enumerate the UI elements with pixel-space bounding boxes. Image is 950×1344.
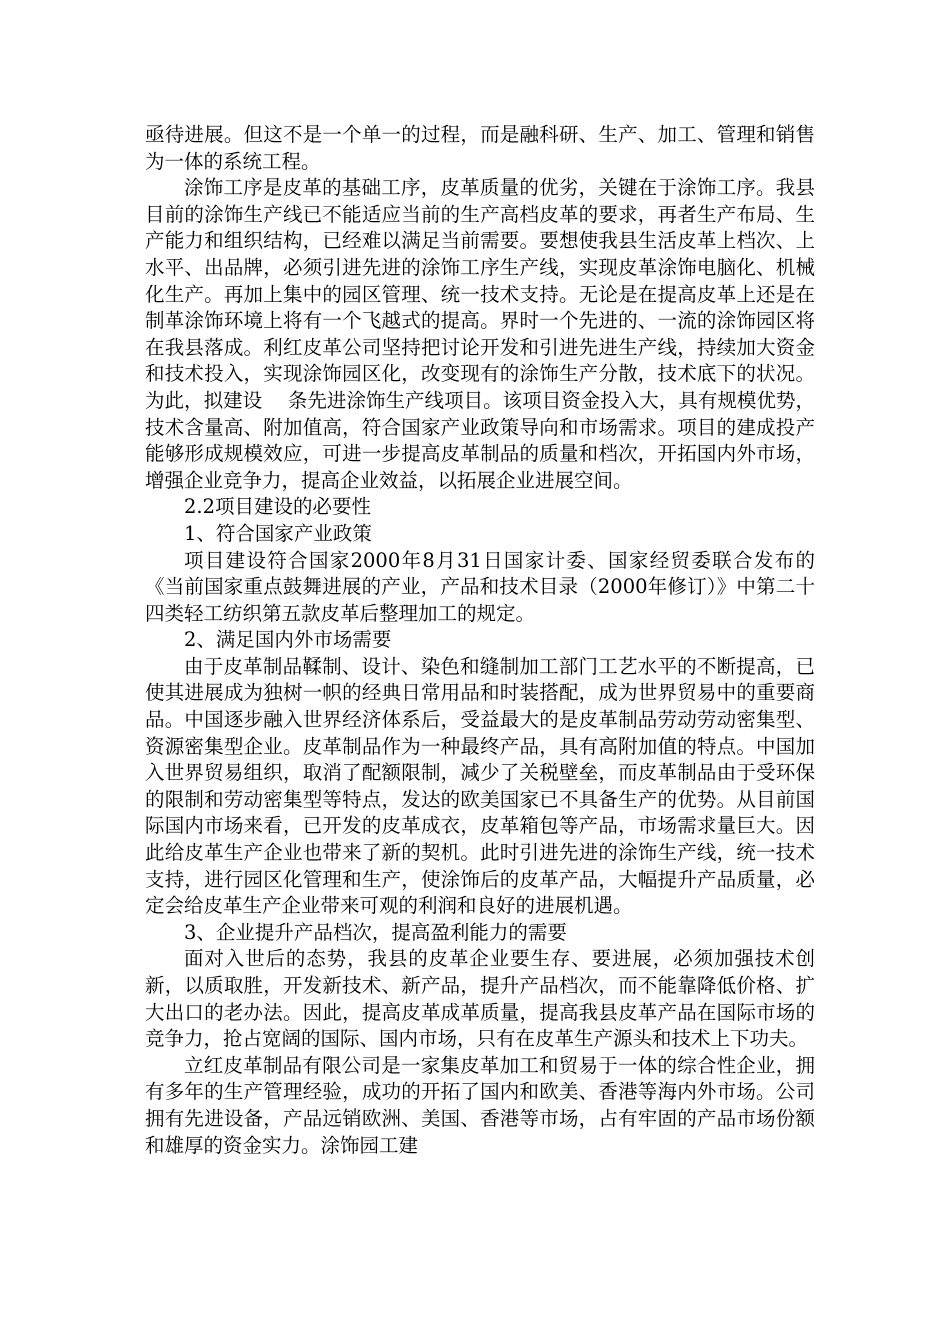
document-page (145, 122, 815, 1159)
section-heading-2-2: 2.2项目建设的必要性 (184, 495, 372, 519)
subheading-3: 3、企业提升产品档次，提高盈利能力的需要 (184, 920, 567, 944)
subheading-1: 1、符合国家产业政策 (184, 521, 372, 545)
paragraph-1: 亟待进展。但这不是一个单一的过程，而是融科研、生产、加工、管理和销售为一体的系统工程。 (145, 123, 815, 173)
paragraph-2: 涂饰工序是皮革的基础工序，皮革质量的优劣，关键在于涂饰工序。我县目前的涂饰生产线已不能适应当前的生产高档皮革的要求，再者生产布局、生产能力和组织结构，已经难以满足当前需要。要想使我县生活皮革上档次、上水平、出品牌，必须引进先进的涂饰工序生产线，实现皮革涂饰电脑化、机械化生产。再加上集中的园区管理、统一技术支持。无论是在提高皮革上还是在制革涂饰环境上将有一个飞越式的提高。界时一个先进的、一流的涂饰园区将在我县落成。利红皮革公司坚持把讨论开发和引进先进生产线，持续加大资金和技术投入，实现涂饰园区化，改变现有的涂饰生产分散，技术底下的状况。为此，拟建设 条先进涂饰生产线项目。该项目资金投入大，具有规模优势，技术含量高、附加值高，符合国家产业政策导向和市场需求。项目的建成投产能够形成规模效应，可进一步提高皮革制品的质量和档次，开拓国内外市场，增强企业竞争力，提高企业效益，以拓展企业进展空间。 (145, 176, 815, 492)
subheading-2: 2、满足国内外市场需要 (184, 628, 392, 652)
paragraph-6: 立红皮革制品有限公司是一家集皮革加工和贸易于一体的综合性企业，拥有多年的生产管理经验，成功的开拓了国内和欧美、香港等海内外市场。公司拥有先进设备，产品远销欧洲、美国、香港等市场，占有牢固的产品市场份额和雄厚的资金实力。涂饰园工建 (145, 1053, 815, 1157)
paragraph-5: 面对入世后的态势，我县的皮革企业要生存、要进展，必须加强技术创新，以质取胜，开发新技术、新产品，提升产品档次，而不能靠降低价格、扩大出口的老办法。因此，提高皮革成革质量，提高我县皮革产品在国际市场的竞争力，抢占宽阔的国际、国内市场，只有在皮革生产源头和技术上下功夫。 (145, 947, 815, 1051)
paragraph-3: 项目建设符合国家2000年8月31日国家计委、国家经贸委联合发布的《当前国家重点鼓舞进展的产业，产品和技术目录（2000年修订）》中第二十四类轻工纺织第五款皮革后整理加工的规定。 (145, 548, 815, 625)
paragraph-4: 由于皮革制品鞣制、设计、染色和缝制加工部门工艺水平的不断提高，已使其进展成为独树一帜的经典日常用品和时装搭配，成为世界贸易中的重要商品。中国逐步融入世界经济体系后，受益最大的是皮革制品劳动劳动密集型、资源密集型企业。皮革制品作为一种最终产品，具有高附加值的特点。中国加入世界贸易组织，取消了配额限制，减少了关税壁垒，而皮革制品由于受环保的限制和劳动密集型等特点，发达的欧美国家已不具备生产的优势。从目前国际国内市场来看，已开发的皮革成衣，皮革箱包等产品，市场需求量巨大。因此给皮革生产企业也带来了新的契机。此时引进先进的涂饰生产线，统一技术支持，进行园区化管理和生产，使涂饰后的皮革产品，大幅提升产品质量，必定会给皮革生产企业带来可观的利润和良好的进展机遇。 (145, 654, 815, 918)
